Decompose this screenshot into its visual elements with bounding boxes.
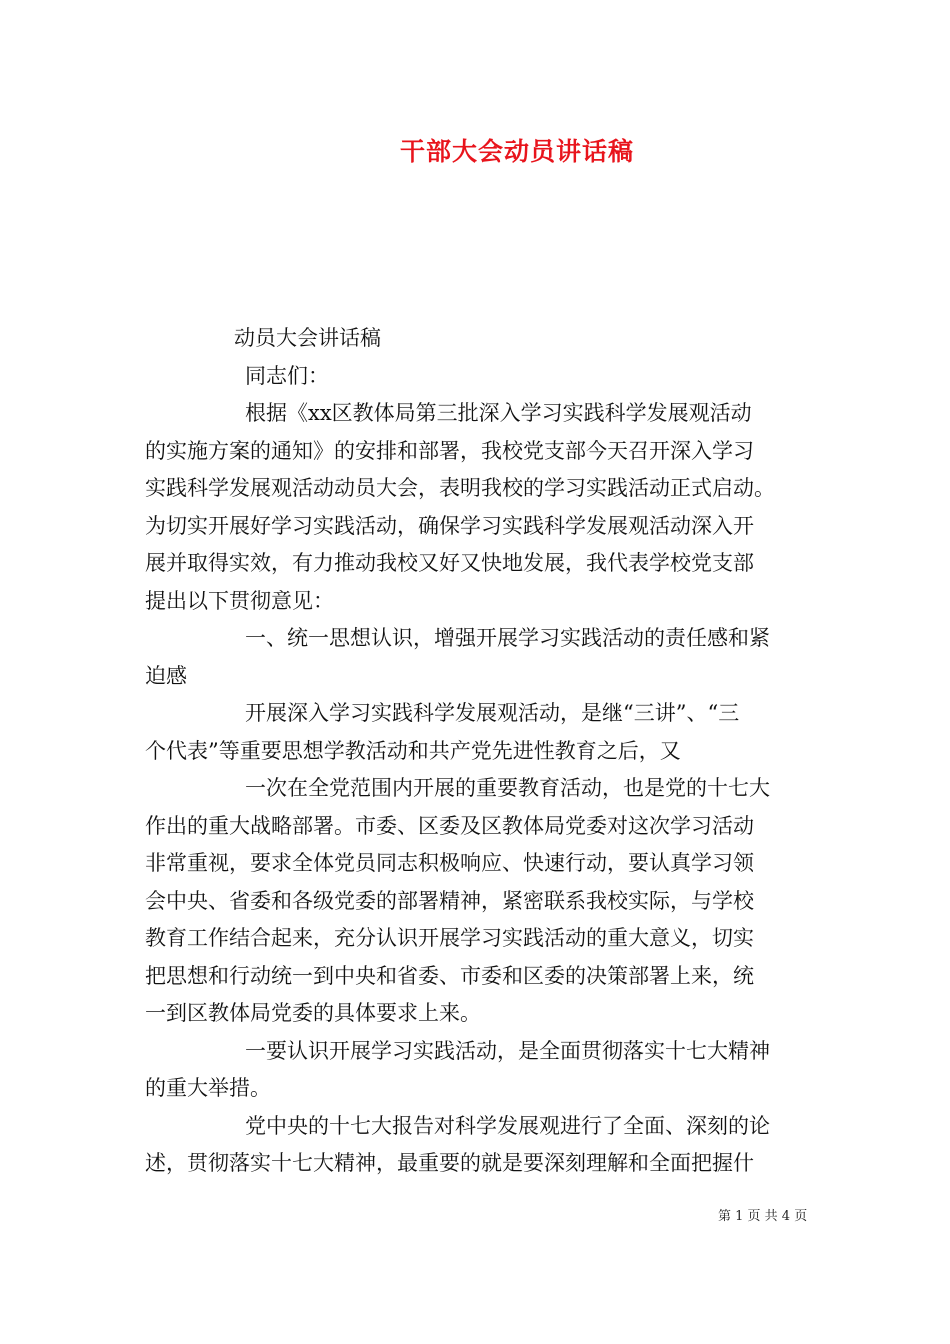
body-line: 一要认识开展学习实践活动，是全面贯彻落实十七大精神 (245, 1038, 770, 1063)
body-line: 党中央的十七大报告对科学发展观进行了全面、深刻的论 (245, 1113, 770, 1138)
body-line: 述，贯彻落实十七大精神，最重要的就是要深刻理解和全面把握什 (145, 1151, 754, 1175)
body-line: 实践科学发展观活动动员大会，表明我校的学习实践活动正式启动。 (145, 476, 775, 500)
document-body (145, 320, 815, 1183)
body-line: 迫感 (145, 663, 187, 688)
body-line: 一到区教体局党委的具体要求上来。 (145, 1001, 481, 1025)
body-line: 为切实开展好学习实践活动，确保学习实践科学发展观活动深入开 (145, 513, 754, 538)
body-line: 个代表”等重要思想学教活动和共产党先进性教育之后，又 (145, 738, 681, 763)
body-line: 动员大会讲话稿 (234, 326, 381, 350)
body-line: 把思想和行动统一到中央和省委、市委和区委的决策部署上来，统 (145, 963, 754, 988)
body-line: 会中央、省委和各级党委的部署精神，紧密联系我校实际，与学校 (145, 888, 754, 913)
body-line: 一次在全党范围内开展的重要教育活动，也是党的十七大 (245, 776, 770, 800)
body-line: 一、统一思想认识，增强开展学习实践活动的责任感和紧 (245, 626, 770, 650)
body-line: 根据《xx区教体局第三批深入学习实践科学发展观活动 (245, 401, 752, 425)
body-line: 非常重视，要求全体党员同志积极响应、快速行动，要认真学习领 (145, 851, 754, 875)
body-line: 作出的重大战略部署。市委、区委及区教体局党委对这次学习活动 (145, 813, 754, 838)
body-line: 展并取得实效，有力推动我校又好又快地发展，我代表学校党支部 (145, 551, 754, 575)
body-line: 教育工作结合起来，充分认识开展学习实践活动的重大意义，切实 (145, 926, 754, 950)
body-line: 同志们： (245, 363, 329, 388)
body-line: 的重大举措。 (145, 1076, 271, 1100)
document-title: 干部大会动员讲话稿 (400, 137, 635, 166)
body-line: 的实施方案的通知》的安排和部署，我校党支部今天召开深入学习 (145, 438, 754, 463)
page-footer: 第 1 页 共 4 页 (718, 1209, 808, 1224)
body-line: 开展深入学习实践科学发展观活动，是继“三讲”、“三 (245, 701, 740, 725)
body-line: 提出以下贯彻意见： (145, 588, 334, 613)
